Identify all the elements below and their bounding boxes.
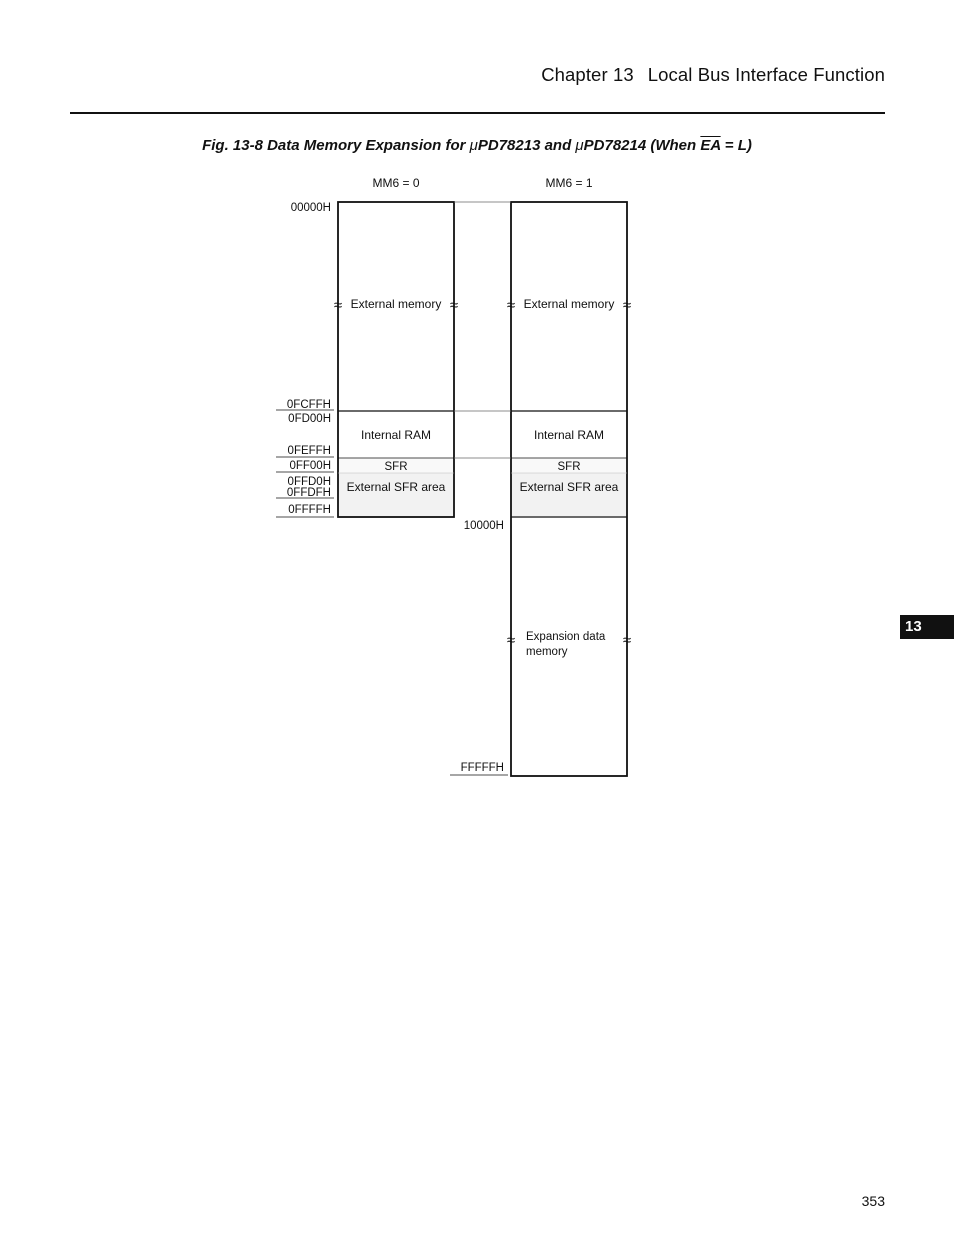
region-label-external-memory: External memory xyxy=(350,297,442,311)
region-label-external-sfr-area: External SFR area xyxy=(346,480,446,494)
caption-suffix: = L) xyxy=(720,137,752,154)
chapter-title: Local Bus Interface Function xyxy=(647,64,885,85)
region-label-sfr: SFR xyxy=(384,461,408,473)
caption-mu: μ xyxy=(469,137,478,154)
address-label: FFFFFH xyxy=(460,762,504,774)
chapter-number: Chapter 13 xyxy=(541,64,634,85)
address-label: 10000H xyxy=(463,520,504,532)
break-symbol: ≈ xyxy=(506,297,516,314)
address-label: 0FFFFH xyxy=(288,504,331,516)
region-label-expansion-data-memory: memory xyxy=(526,646,568,658)
break-symbol: ≈ xyxy=(622,297,632,314)
caption-ea-overlined: $\overline{EA}$ xyxy=(700,137,721,154)
chapter-tab: 13 xyxy=(900,615,954,639)
column-heading-mm6-0: MM6 = 0 xyxy=(372,176,420,190)
address-label: 00000H xyxy=(290,202,331,214)
address-label: 0FF00H xyxy=(289,460,331,472)
region-label-sfr: SFR xyxy=(557,461,581,473)
address-label: 0FEFFH xyxy=(287,445,331,457)
caption-part: PD78214 (When xyxy=(583,137,701,154)
address-label: 0FFDFH xyxy=(286,487,331,499)
break-symbol: ≈ xyxy=(333,297,343,314)
region-label-external-memory: External memory xyxy=(523,297,615,311)
column-heading-mm6-1: MM6 = 1 xyxy=(545,176,593,190)
break-symbol: ≈ xyxy=(622,632,632,649)
break-symbol: ≈ xyxy=(506,632,516,649)
caption-part: PD78213 and xyxy=(477,137,576,154)
region-label-external-sfr-area: External SFR area xyxy=(519,480,619,494)
caption-mu: μ xyxy=(575,137,584,154)
caption-prefix: Fig. 13-8 Data Memory Expansion for xyxy=(202,137,470,154)
address-label: 0FD00H xyxy=(288,413,331,425)
break-symbol: ≈ xyxy=(449,297,459,314)
address-label: 0FFD0H xyxy=(287,476,331,488)
address-label: 0FCFFH xyxy=(286,399,331,411)
region-label-internal-ram: Internal RAM xyxy=(360,428,432,442)
page-number: 353 xyxy=(861,1193,885,1209)
region-label-expansion-data-memory: Expansion data xyxy=(526,631,606,643)
region-label-internal-ram: Internal RAM xyxy=(533,428,605,442)
